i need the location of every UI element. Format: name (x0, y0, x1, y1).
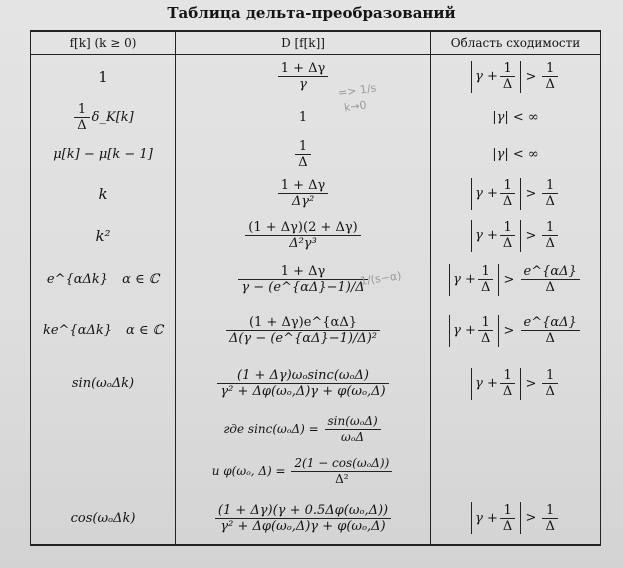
table-row (31, 451, 601, 493)
table-row (31, 55, 601, 99)
table-row (31, 99, 601, 137)
cell-note-phi: и φ(ωₒ, Δ) = $\frac{\text{2(1 − cos(ωₒΔ))}}{\text{Δ²}}$ (176, 451, 431, 493)
cell-convergence: γ + $\frac{1}{\Delta}$ > $\frac{1}{\Delta}$ (431, 359, 601, 409)
cell-transform: $\frac{1}{\Delta}$ (176, 137, 431, 173)
delta-transform-table (30, 30, 601, 546)
pencil-note: 1/(s−α) (359, 269, 403, 288)
cell-convergence: γ + $\frac{1}{\Delta}$ > $\frac{1}{\Delta}$ (431, 55, 601, 99)
cell-convergence: |γ| < ∞ (431, 137, 601, 173)
table-row (31, 359, 601, 409)
table-row (31, 409, 601, 451)
cell-transform: $\frac{(1 + \Delta\gamma)e\^{}\{\alpha\Delta\}}{\text{Δ(γ − (e\textasciicircum{}\{αΔ\}−1)/Δ)²}}$ (176, 303, 431, 359)
header-transform: D [f[k]] (176, 31, 431, 55)
table-row (31, 257, 601, 303)
cell-transform (176, 55, 431, 99)
cell-convergence: γ + $\frac{1}{\Delta}$ > $\frac{e\^{}\{\alpha\Delta\}}{\Delta}$ (431, 303, 601, 359)
pencil-note: k→0 (343, 98, 368, 115)
cell-fk: $\frac{1}{\Delta}$ δ_K[k] (31, 99, 176, 137)
cell-convergence: γ + $\frac{1}{\Delta}$ > $\frac{1}{\Delta}$ (431, 215, 601, 257)
cell-fk: e^{αΔk} α ∈ ℂ (31, 257, 176, 303)
cell-fk: 1 (31, 55, 176, 99)
cell-transform: $\frac{\text{(1 + Δγ)ωₒsinc(ωₒΔ)}}{\text{γ² + Δφ(ωₒ,Δ)γ + φ(ωₒ,Δ)}}$ (176, 359, 431, 409)
page-title: Таблица дельта-преобразований (167, 4, 456, 22)
cell-fk: sin(ωₒΔk) (31, 359, 176, 409)
pencil-note: => 1/s (337, 81, 378, 100)
fraction: $\frac{1 + \Delta\gamma}{\gamma}$ (278, 61, 329, 92)
cell-transform: $\frac{1 + \Delta\gamma}{\text{Δγ²}}$ (176, 173, 431, 215)
cell-fk: k² (31, 215, 176, 257)
cell-convergence: γ + $\frac{1}{\Delta}$ > $\frac{1}{\Delta}$ (431, 493, 601, 545)
cell-fk: cos(ωₒΔk) (31, 493, 176, 545)
table-row (31, 173, 601, 215)
table-row (31, 493, 601, 545)
table-row (31, 215, 601, 257)
cell-convergence: |γ| < ∞ (431, 99, 601, 137)
header-convergence: Область сходимости (431, 31, 601, 55)
cell-transform: 1 (176, 99, 431, 137)
table-row (31, 137, 601, 173)
table-header-row (31, 31, 601, 55)
cell-note-sinc: где sinc(ωₒΔ) = $\frac{\text{sin(ωₒΔ)}}{\text{ωₒΔ}}$ (176, 409, 431, 451)
cell-convergence: γ + $\frac{1}{\Delta}$ > $\frac{e\^{}\{\alpha\Delta\}}{\Delta}$ (431, 257, 601, 303)
cell-transform: $\frac{1 + \Delta\gamma}{\gamma - (e\^{}\{\alpha\Delta\}-1)/\Delta}$ (176, 257, 431, 303)
cell-fk: ke^{αΔk} α ∈ ℂ (31, 303, 176, 359)
cell-fk: k (31, 173, 176, 215)
cell-transform: $\frac{\text{(1 + Δγ)(γ + 0.5Δφ(ωₒ,Δ))}}{\text{γ² + Δφ(ωₒ,Δ)γ + φ(ωₒ,Δ)}}$ (176, 493, 431, 545)
cell-transform: $\frac{(1 + \Delta\gamma)(2 + \Delta\gamma)}{\text{Δ²γ³}}$ (176, 215, 431, 257)
table-row (31, 303, 601, 359)
cell-convergence: γ + $\frac{1}{\Delta}$ > $\frac{1}{\Delta}$ (431, 173, 601, 215)
cell-fk: μ[k] − μ[k − 1] (31, 137, 176, 173)
header-fk: f[k] (k ≥ 0) (31, 31, 176, 55)
